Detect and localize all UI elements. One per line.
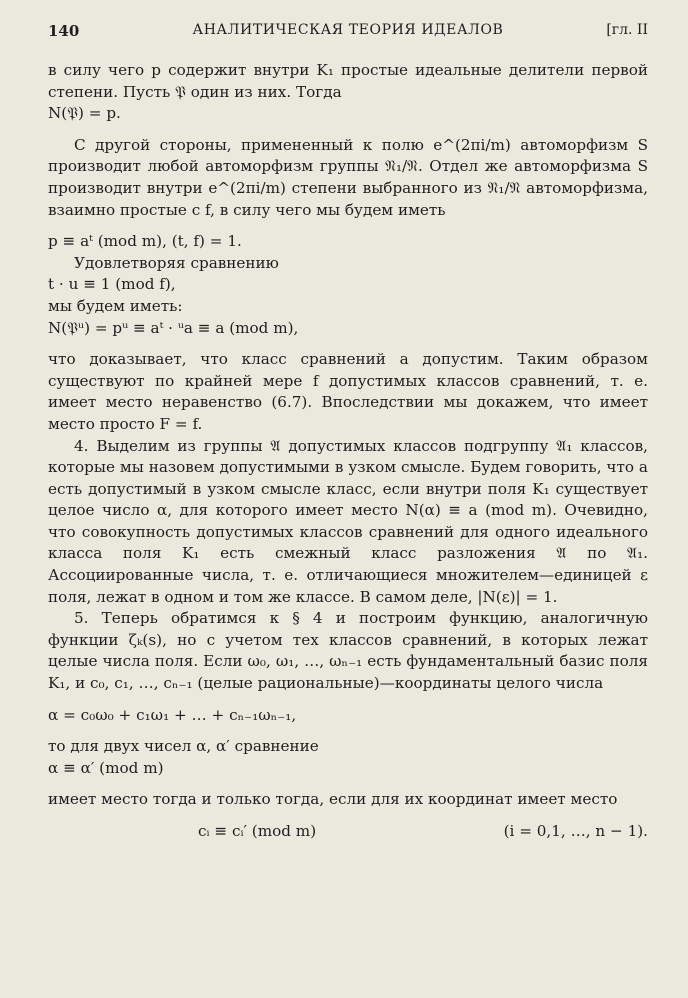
paragraph-9: имеет место тогда и только тогда, если для их координат имеет место: [48, 790, 618, 809]
equation-5: α = c₀ω₀ + c₁ω₁ + … + cₙ₋₁ωₙ₋₁,: [48, 705, 297, 724]
paragraph-2: С другой стороны, примененный к полю e^(2πi/m) автоморфизм S производит любой автоморфизм группы 𝔑₁/𝔑. Отдел же автоморфизма S производит внутри e^(2πi/m) степени выбранного из 𝔑₁/𝔑 автоморфизма, взаимно простые с f, в силу чего мы будем иметь: [48, 135, 648, 219]
paragraph-6: 4. Выделим из группы 𝔄 допустимых классов подгруппу 𝔄₁ классов, которые мы назовем допустимыми в узком смысле. Будем говорить, что a есть допустимый в узком смысле класс, если внутри поля K₁ существует целое число α, для которого имеет место N(α) ≡ a (mod m). Очевидно, что совокупность допустимых классов сравнений для одного идеального класса поля K₁ есть смежный класс разложения 𝔄 по 𝔄₁. Ассоциированные числа, т. е. отличающиеся множителем—единицей ε поля, лежат в одном и том же классе. В самом деле, |N(ε)| = 1.: [48, 436, 648, 606]
paragraph-5: что доказывает, что класс сравнений a допустим. Таким образом существуют по крайней мере f допустимых классов сравнений, т. е. имеет место неравенство (6.7). Впоследствии мы докажем, что имеет место просто F = f.: [48, 350, 648, 433]
equation-6: α ≡ α′ (mod m): [48, 758, 164, 777]
paragraph-1: в силу чего p содержит внутри K₁ простые идеальные делители первой степени. Пусть 𝔓 один из них. Тогда: [48, 61, 648, 101]
equation-1: N(𝔓) = p.: [48, 104, 121, 123]
page-header: [48, 22, 648, 46]
paragraph-4: мы будем иметь:: [48, 296, 183, 315]
running-title: АНАЛИТИЧЕСКАЯ ТЕОРИЯ ИДЕАЛОВ: [192, 22, 504, 38]
section-marker: [гл. II: [606, 22, 648, 38]
equation-2: p ≡ aᵗ (mod m), (t, f) = 1.: [48, 232, 242, 251]
equation-3: t · u ≡ 1 (mod f),: [48, 275, 176, 294]
paragraph-7: 5. Теперь обратимся к § 4 и построим функцию, аналогичную функции ζₖ(s), но с учетом тех классов сравнений, в которых лежат целые числа поля. Если ω₀, ω₁, …, ωₙ₋₁ есть фундаментальный базис поля K₁, и c₀, c₁, …, cₙ₋₁ (целые рациональные)—координаты целого числа: [48, 609, 648, 693]
equation-7: [48, 821, 648, 843]
paragraph-3: Удовлетворяя сравнению: [74, 253, 279, 272]
equation-7-left: cᵢ ≡ cᵢ′ (mod m): [198, 822, 317, 840]
equation-7-right: (i = 0,1, …, n − 1).: [503, 822, 648, 840]
page-body: [48, 60, 648, 843]
page-number: 140: [48, 22, 80, 40]
equation-4: N(𝔓ᵘ) = pᵘ ≡ aᵗ · ᵘa ≡ a (mod m),: [48, 318, 299, 337]
paragraph-8: то для двух чисел α, α′ сравнение: [48, 737, 319, 756]
